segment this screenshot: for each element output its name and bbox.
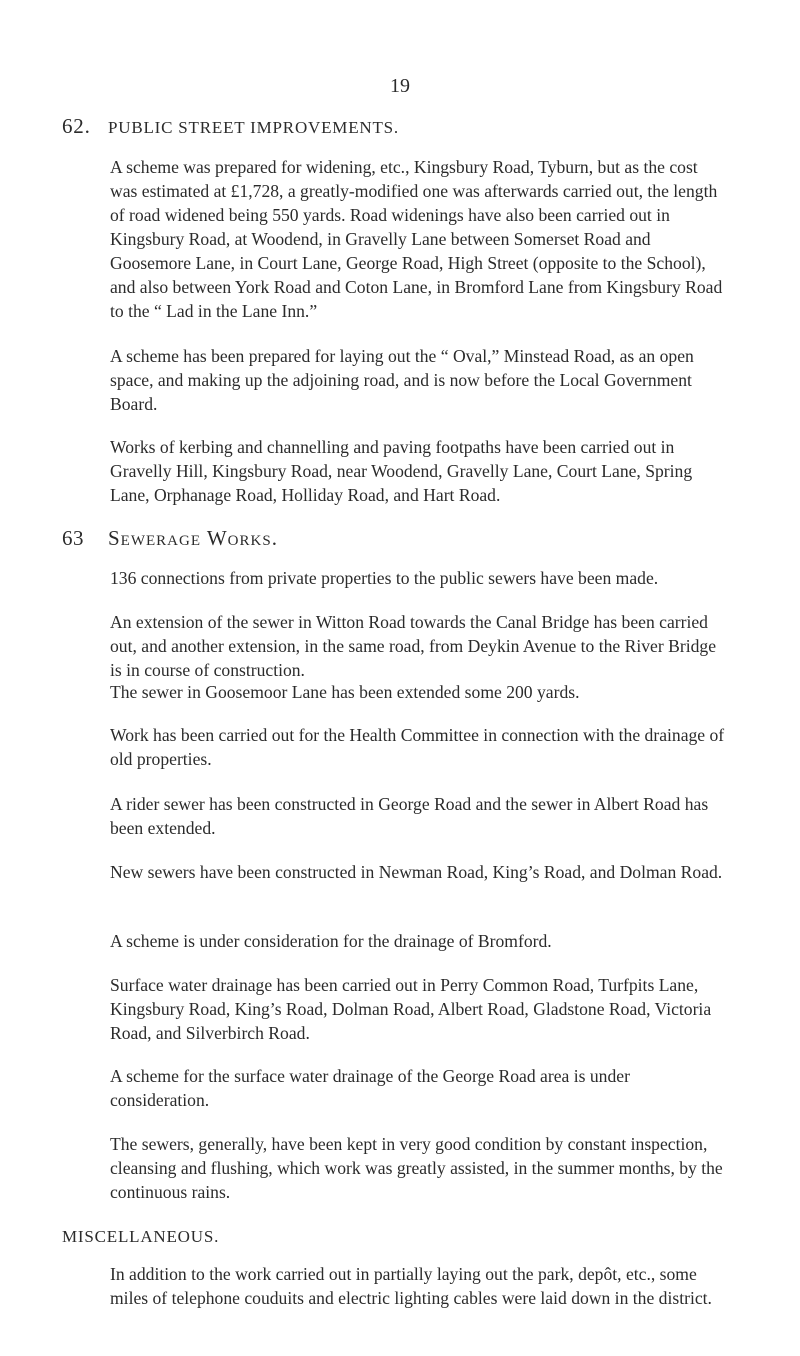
paragraph: A scheme has been prepared for laying out the “ Oval,” Minstead Road, as an open space, and making up the adjoining road, and is now before the Local Government Board.	[110, 346, 694, 414]
paragraph: New sewers have been constructed in Newman Road, King’s Road, and Dolman Road.	[110, 862, 723, 882]
section-heading-sewerage-works	[62, 527, 278, 551]
section-number: 63	[62, 526, 84, 550]
paragraph: Surface water drainage has been carried out in Perry Common Road, Turfpits Lane, Kingsbury Road, King’s Road, Dolman Road, Albert Road, Gladstone Road, Victoria Road, and Silverbirch Road.	[110, 975, 712, 1043]
paragraph: 136 connections from private properties to the public sewers have been made.	[110, 568, 659, 588]
section-title: PUBLIC STREET IMPROVEMENTS.	[108, 118, 399, 137]
paragraph: A scheme for the surface water drainage of the George Road area is under consideration.	[110, 1066, 630, 1110]
paragraph: The sewers, generally, have been kept in very good condition by constant inspection, cleansing and flushing, which work was greatly assisted, in the summer months, by the continuous rains.	[110, 1134, 723, 1202]
section-heading-miscellaneous	[62, 1226, 219, 1248]
paragraph: A scheme was prepared for widening, etc., Kingsbury Road, Tyburn, but as the cost was estimated at £1,728, a greatly-modified one was afterwards carried out, the length of road widened being 550 yards. Road widenings have also been carried out in Kingsbury Road, at Woodend, in Gravelly Lane between Somerset Road and Goosemore Lane, in Court Lane, George Road, High Street (opposite to the School), and also between York Road and Coton Lane, in Bromford Lane from Kingsbury Road to the “ Lad in the Lane Inn.”	[110, 157, 723, 321]
paragraph: The sewer in Goosemoor Lane has been extended some 200 yards.	[110, 682, 580, 702]
paragraph: In addition to the work carried out in partially laying out the park, depôt, etc., some miles of telephone couduits and electric lighting cables were laid down in the district.	[110, 1264, 712, 1308]
paragraph: Work has been carried out for the Health Committee in connection with the drainage of old properties.	[110, 725, 725, 769]
section-title: Sewerage Works.	[108, 526, 278, 550]
paragraph: A rider sewer has been constructed in George Road and the sewer in Albert Road has been extended.	[110, 794, 709, 838]
paragraph: An extension of the sewer in Witton Road towards the Canal Bridge has been carried out, and another extension, in the same road, from Deykin Avenue to the River Bridge is in course of construction.	[110, 612, 717, 680]
paragraph: A scheme is under consideration for the drainage of Bromford.	[110, 931, 552, 951]
paragraph: Works of kerbing and channelling and paving footpaths have been carried out in Gravelly Hill, Kingsbury Road, near Woodend, Gravelly Lane, Court Lane, Spring Lane, Orphanage Road, Holliday Road, and Hart Road.	[110, 437, 693, 505]
section-number: 62.	[62, 114, 91, 138]
page-number: 19	[390, 75, 410, 97]
section-title: MISCELLANEOUS.	[62, 1227, 220, 1246]
section-heading-public-street-improvements	[62, 115, 399, 139]
